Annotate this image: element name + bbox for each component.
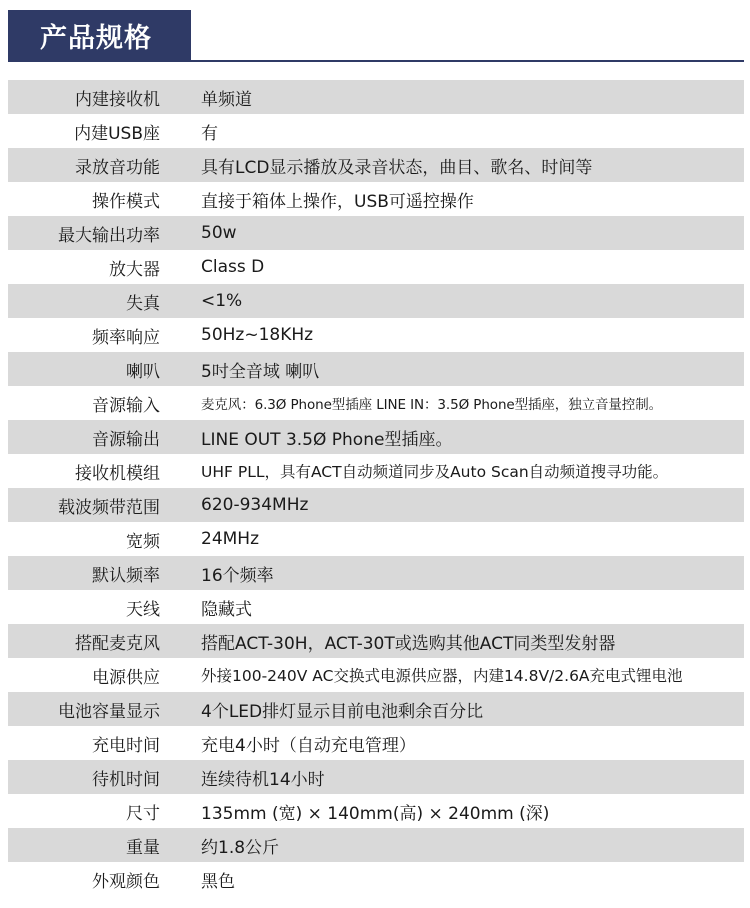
spec-value: 黑色 — [201, 871, 235, 892]
spec-row — [8, 148, 744, 182]
spec-label: 最大输出功率 — [58, 225, 160, 246]
spec-label: 天线 — [126, 599, 160, 620]
spec-value: 50w — [201, 223, 237, 243]
spec-row — [8, 522, 744, 556]
spec-value: UHF PLL，具有ACT自动频道同步及Auto Scan自动频道搜寻功能。 — [201, 463, 669, 481]
spec-value: 充电4小时（自动充电管理） — [201, 735, 416, 756]
spec-row — [8, 828, 744, 862]
spec-value: 24MHz — [201, 529, 260, 549]
spec-value: 约1.8公斤 — [201, 837, 280, 858]
spec-label: 重量 — [126, 837, 160, 858]
spec-row — [8, 488, 744, 522]
spec-value: <1% — [201, 291, 243, 311]
section-title: 产品规格 — [8, 10, 191, 61]
spec-label: 内建接收机 — [75, 89, 160, 110]
spec-label: 电源供应 — [92, 667, 160, 688]
spec-row — [8, 590, 744, 624]
spec-value: 外接100-240V AC交换式电源供应器，内建14.8V/2.6A充电式锂电池 — [201, 667, 683, 685]
spec-value: 单频道 — [201, 89, 252, 110]
spec-label: 接收机模组 — [75, 463, 160, 484]
spec-value: 连续待机14小时 — [201, 769, 325, 790]
spec-value: 135mm (宽) × 140mm(高) × 240mm (深) — [201, 803, 550, 824]
spec-value: 620-934MHz — [201, 495, 309, 515]
spec-label: 外观颜色 — [92, 871, 160, 892]
spec-value: 隐藏式 — [201, 599, 252, 620]
spec-label: 音源输出 — [92, 429, 160, 450]
spec-label: 音源输入 — [92, 395, 160, 416]
spec-value: 4个LED排灯显示目前电池剩余百分比 — [201, 701, 484, 722]
spec-row — [8, 250, 744, 284]
spec-label: 电池容量显示 — [58, 701, 160, 722]
spec-row — [8, 726, 744, 760]
spec-label: 搭配麦克风 — [75, 633, 160, 654]
spec-value: Class D — [201, 257, 265, 277]
spec-value: 具有LCD显示播放及录音状态，曲目、歌名、时间等 — [201, 157, 593, 178]
spec-row — [8, 454, 744, 488]
spec-row — [8, 216, 744, 250]
spec-row — [8, 794, 744, 828]
spec-row — [8, 318, 744, 352]
spec-label: 失真 — [126, 293, 160, 314]
spec-row — [8, 182, 744, 216]
spec-row — [8, 760, 744, 794]
spec-row — [8, 692, 744, 726]
spec-value: LINE OUT 3.5Ø Phone型插座。 — [201, 429, 453, 450]
spec-value: 16个频率 — [201, 565, 274, 586]
spec-value: 50Hz~18KHz — [201, 325, 314, 345]
spec-label: 录放音功能 — [75, 157, 160, 178]
spec-row — [8, 624, 744, 658]
spec-value: 搭配ACT-30H，ACT-30T或选购其他ACT同类型发射器 — [201, 633, 616, 654]
spec-row — [8, 284, 744, 318]
spec-row — [8, 556, 744, 590]
spec-row — [8, 862, 744, 896]
spec-label: 默认频率 — [92, 565, 160, 586]
spec-label: 频率响应 — [92, 327, 160, 348]
spec-label: 内建USB座 — [74, 123, 160, 144]
spec-table — [8, 80, 744, 896]
spec-row — [8, 114, 744, 148]
spec-row — [8, 420, 744, 454]
spec-label: 载波频带范围 — [58, 497, 160, 518]
spec-label: 操作模式 — [92, 191, 160, 212]
spec-label: 充电时间 — [92, 735, 160, 756]
spec-label: 放大器 — [109, 259, 160, 280]
spec-row — [8, 352, 744, 386]
spec-label: 尺寸 — [126, 803, 160, 824]
title-underline — [8, 60, 744, 62]
spec-value: 5吋全音域 喇叭 — [201, 361, 320, 382]
spec-row — [8, 80, 744, 114]
spec-value: 有 — [201, 123, 218, 144]
spec-value: 直接于箱体上操作，USB可遥控操作 — [201, 191, 474, 212]
spec-label: 宽频 — [126, 531, 160, 552]
spec-row — [8, 386, 744, 420]
spec-label: 待机时间 — [92, 769, 160, 790]
spec-label: 喇叭 — [126, 361, 160, 382]
spec-row — [8, 658, 744, 692]
spec-value: 麦克风：6.3Ø Phone型插座 LINE IN：3.5Ø Phone型插座，独立音量控制。 — [201, 397, 663, 413]
